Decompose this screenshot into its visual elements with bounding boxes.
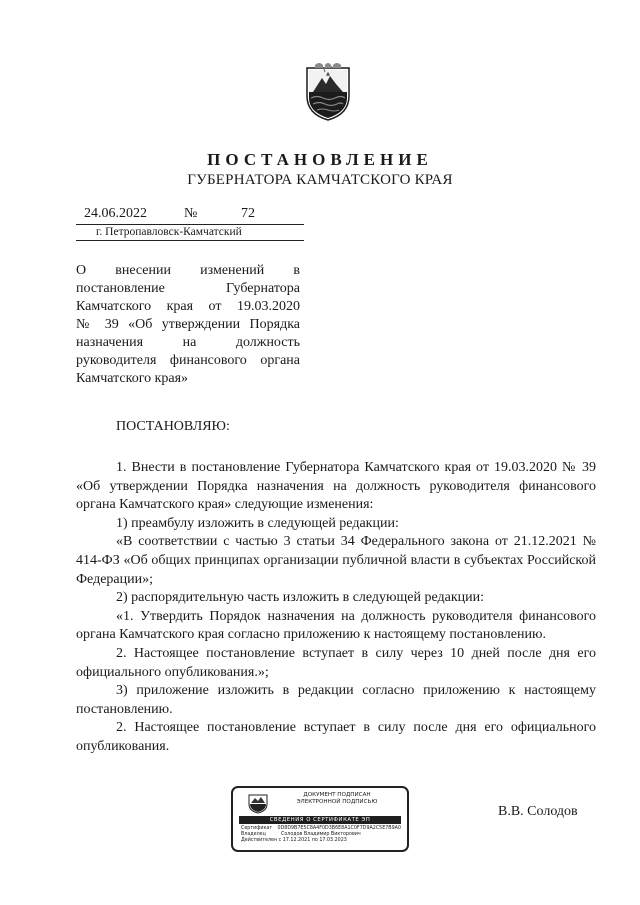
document-city: г. Петропавловск-Камчатский	[96, 226, 242, 238]
body-paragraph: 1) преамбулу изложить в следующей редакции:	[116, 515, 399, 531]
stamp-row-key: Действителен с 17.12.2021 по 17.03.2023	[241, 838, 347, 844]
document-title: ПОСТАНОВЛЕНИЕ	[207, 150, 433, 169]
document-body	[76, 459, 596, 757]
coat-of-arms-small-icon	[247, 792, 269, 814]
body-paragraph: 1. Внести в постановление Губернатора Камчатского края от 19.03.2020 № 39 «Об утверждении Порядка назначения на должность руководителя финансового органа Камчатского края» следующие изменения:	[76, 460, 596, 513]
document-number: 72	[241, 206, 255, 221]
stamp-certificate-details	[241, 826, 401, 845]
subject-line: Камчатского края»	[76, 371, 189, 386]
document-subject	[76, 262, 300, 388]
number-sign: №	[184, 206, 198, 221]
registration-row	[76, 206, 304, 226]
stamp-certificate-bar: СВЕДЕНИЯ О СЕРТИФИКАТЕ ЭП	[239, 816, 401, 824]
stamp-row-value: Солодов Владимир Викторович	[281, 832, 361, 838]
subject-line: Камчатского края от 19.03.2020	[76, 299, 300, 314]
body-paragraph: «В соответствии с частью 3 статьи 34 Федерального закона от 21.12.2021 № 414-ФЗ «Об общих принципах организации публичной власти в субъектах Российской Федерации»;	[76, 534, 596, 587]
stamp-row-key: Сертификат	[241, 826, 273, 831]
registration-underline	[76, 224, 304, 225]
stamp-line: ДОКУМЕНТ ПОДПИСАН	[303, 792, 371, 798]
subject-line: постановление Губернатора	[76, 281, 300, 296]
subject-line: назначения на должность	[76, 335, 300, 350]
stamp-line: ЭЛЕКТРОННОЙ ПОДПИСЬЮ	[296, 799, 378, 805]
stamp-header	[273, 792, 401, 806]
body-paragraph: 2. Настоящее постановление вступает в силу через 10 дней после дня его официального опубликования.»;	[76, 645, 596, 680]
kamchatka-coat-of-arms-icon	[303, 62, 353, 122]
body-paragraph: «1. Утвердить Порядок назначения на должность руководителя финансового органа Камчатского края согласно приложению к настоящему постановлению.	[76, 608, 596, 643]
stamp-row-value: 0D8D9B7E5C8A4F0D3B6E8A1C0F7D9A2C5E7B9A0	[277, 826, 401, 831]
city-underline	[76, 240, 304, 241]
document-issuer: ГУБЕРНАТОРА КАМЧАТСКОГО КРАЯ	[187, 172, 453, 188]
stamp-row	[241, 838, 401, 844]
subject-line: руководителя финансового органа	[76, 353, 300, 368]
body-paragraph: 2. Настоящее постановление вступает в силу после дня его официального опубликования.	[76, 720, 596, 754]
subject-line: № 39 «Об утверждении Порядка	[76, 317, 300, 332]
body-paragraph: 3) приложение изложить в редакции согласно приложению к настоящему постановлению.	[76, 683, 596, 717]
decree-word: ПОСТАНОВЛЯЮ:	[116, 419, 230, 434]
body-paragraph: 2) распорядительную часть изложить в следующей редакции:	[116, 590, 485, 606]
document-date: 24.06.2022	[84, 206, 147, 221]
stamp-row-key: Владелец	[241, 832, 266, 838]
signer-name: В.В. Солодов	[498, 804, 578, 819]
electronic-signature-stamp	[231, 786, 409, 852]
subject-line: О внесении изменений в	[76, 263, 300, 278]
